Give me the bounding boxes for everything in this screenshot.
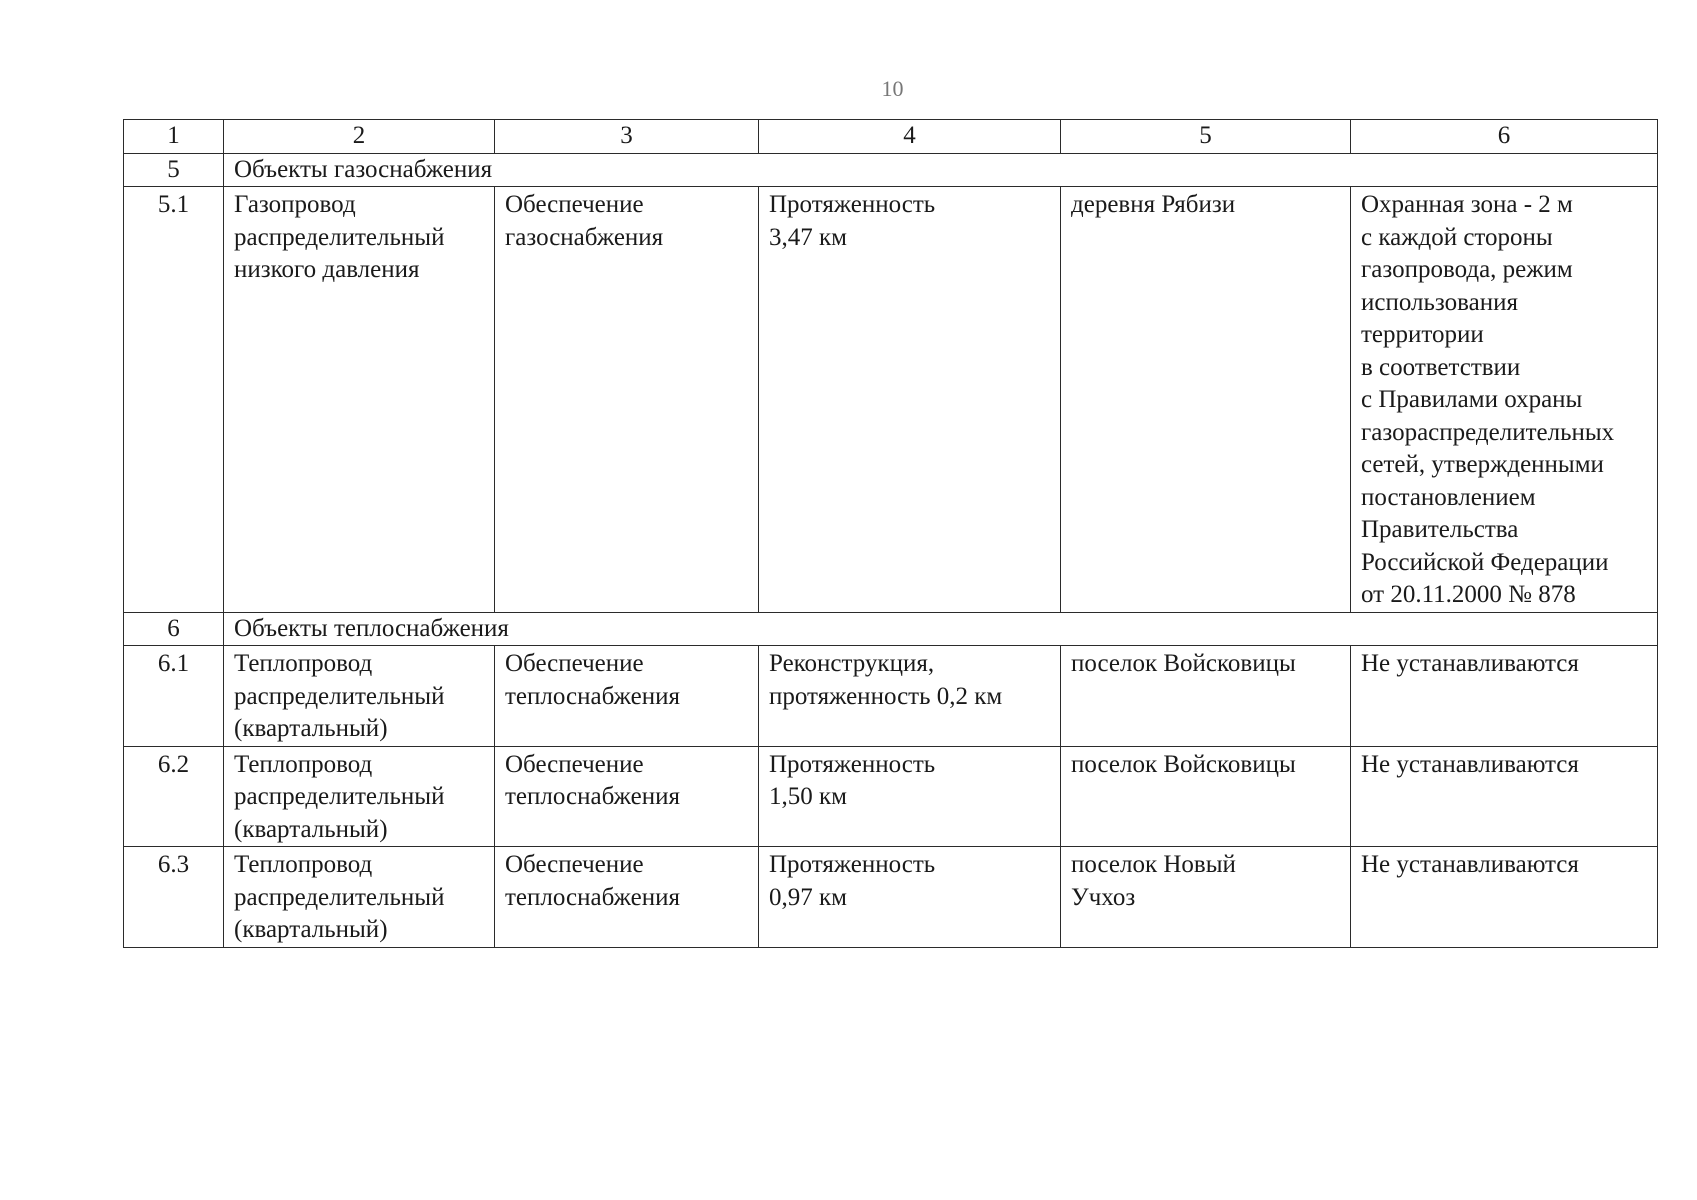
cell-line: использования — [1361, 288, 1518, 316]
purpose-cell — [495, 746, 759, 847]
characteristics-cell — [759, 187, 1061, 613]
table-row — [124, 746, 1658, 847]
cell-line: с каждой стороны — [1361, 223, 1553, 251]
cell-line: в соответствии — [1361, 353, 1521, 381]
cell-line: Не устанавливаются — [1361, 851, 1579, 878]
cell-line: распределительный — [234, 883, 445, 911]
cell-line: 0,97 км — [769, 883, 847, 911]
cell-line: газопровода, режим — [1361, 256, 1573, 283]
header-cell-5: 5 — [1061, 120, 1351, 154]
cell-line: территории — [1361, 321, 1484, 348]
cell-line: Газопровод — [234, 191, 356, 218]
cell-line: теплоснабжения — [505, 682, 680, 710]
cell-line: Теплопровод — [234, 851, 373, 878]
cell-line: (квартальный) — [234, 715, 388, 742]
location-cell — [1061, 847, 1351, 948]
header-cell-4: 4 — [759, 120, 1061, 154]
section-number: 6 — [124, 612, 224, 646]
cell-line: Протяженность — [769, 851, 936, 878]
cell-line: 1,50 км — [769, 783, 847, 810]
section-row-heat — [124, 612, 1658, 646]
cell-line: Обеспечение — [505, 650, 644, 677]
row-number: 6.1 — [124, 646, 224, 747]
cell-line: от 20.11.2000 № 878 — [1361, 581, 1576, 608]
cell-line: теплоснабжения — [505, 783, 680, 810]
purpose-cell — [495, 847, 759, 948]
cell-line: деревня Рябизи — [1071, 191, 1236, 218]
cell-line: сетей, утвержденными — [1361, 451, 1604, 478]
cell-line: Реконструкция, — [769, 650, 935, 677]
zone-cell — [1351, 847, 1658, 948]
cell-line: Теплопровод — [234, 650, 373, 677]
location-cell — [1061, 187, 1351, 613]
table-row — [124, 646, 1658, 747]
cell-line: Обеспечение — [505, 851, 644, 878]
characteristics-cell — [759, 847, 1061, 948]
purpose-cell — [495, 646, 759, 747]
cell-line: протяженность 0,2 км — [769, 682, 1003, 710]
table-header-row — [124, 120, 1658, 154]
location-cell — [1061, 746, 1351, 847]
row-number: 5.1 — [124, 187, 224, 613]
object-name-cell — [224, 646, 495, 747]
cell-line: низкого давления — [234, 256, 420, 283]
zone-cell — [1351, 746, 1658, 847]
cell-line: (квартальный) — [234, 815, 388, 843]
section-title: Объекты газоснабжения — [224, 153, 1658, 187]
cell-line: Не устанавливаются — [1361, 750, 1579, 778]
table-row — [124, 187, 1658, 613]
section-title: Объекты теплоснабжения — [224, 612, 1658, 646]
cell-line: Российской Федерации — [1361, 548, 1609, 576]
location-cell — [1061, 646, 1351, 747]
cell-line: поселок Войсковицы — [1071, 650, 1296, 677]
cell-line: Правительства — [1361, 516, 1519, 543]
cell-line: поселок Войсковицы — [1071, 750, 1296, 778]
cell-line: постановлением — [1361, 483, 1536, 511]
object-name-cell — [224, 187, 495, 613]
cell-line: Обеспечение — [505, 191, 644, 218]
header-cell-2: 2 — [224, 120, 495, 154]
section-row-gas — [124, 153, 1658, 187]
page-number: 10 — [881, 76, 904, 101]
zone-cell — [1351, 646, 1658, 747]
section-number: 5 — [124, 153, 224, 187]
row-number: 6.3 — [124, 847, 224, 948]
cell-line: Протяженность — [769, 750, 936, 778]
cell-line: газораспределительных — [1361, 418, 1615, 446]
cell-line: Обеспечение — [505, 750, 644, 778]
table-row — [124, 847, 1658, 948]
cell-line: 3,47 км — [769, 223, 847, 251]
header-cell-6: 6 — [1351, 120, 1658, 154]
object-name-cell — [224, 847, 495, 948]
zone-cell — [1351, 187, 1658, 613]
characteristics-cell — [759, 746, 1061, 847]
cell-line: Учхоз — [1071, 883, 1136, 911]
cell-line: Теплопровод — [234, 750, 373, 778]
cell-line: Охранная зона - 2 м — [1361, 191, 1573, 218]
cell-line: распределительный — [234, 682, 445, 710]
cell-line: с Правилами охраны — [1361, 386, 1583, 413]
cell-line: Не устанавливаются — [1361, 650, 1579, 677]
objects-table — [123, 119, 1658, 948]
cell-line: (квартальный) — [234, 916, 388, 943]
purpose-cell — [495, 187, 759, 613]
cell-line: теплоснабжения — [505, 883, 680, 911]
cell-line: поселок Новый — [1071, 851, 1236, 878]
header-cell-3: 3 — [495, 120, 759, 154]
cell-line: распределительный — [234, 223, 445, 251]
cell-line: распределительный — [234, 783, 445, 810]
header-cell-1: 1 — [124, 120, 224, 154]
object-name-cell — [224, 746, 495, 847]
characteristics-cell — [759, 646, 1061, 747]
cell-line: газоснабжения — [505, 223, 664, 251]
cell-line: Протяженность — [769, 191, 936, 218]
row-number: 6.2 — [124, 746, 224, 847]
